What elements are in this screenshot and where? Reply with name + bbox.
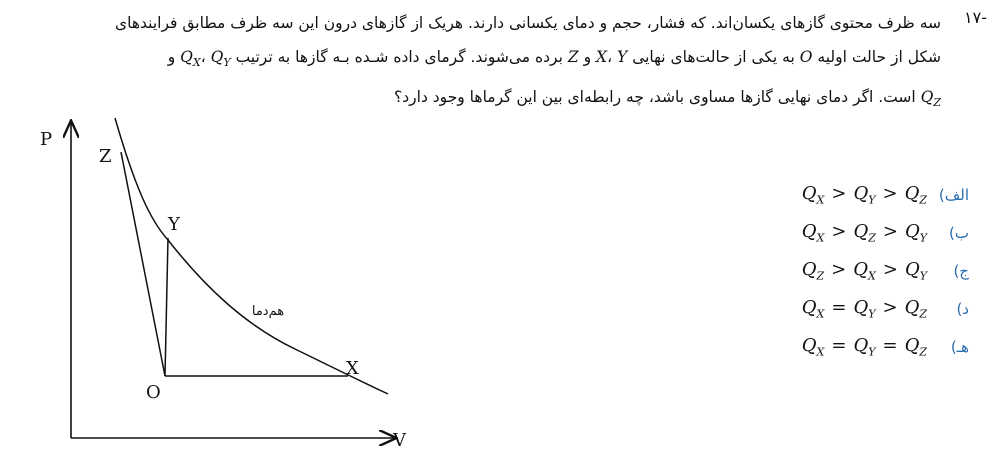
state-y: Y (617, 48, 628, 66)
axis-v-label: V (393, 430, 406, 451)
option-dal[interactable] (802, 290, 969, 328)
heat-qy: $Q_Y$ (210, 48, 231, 70)
state-x: X (596, 48, 608, 66)
question-number: -۱۷ (964, 8, 987, 27)
question-line-1: سه ظرف محتوی گازهای یکسان‌اند. که فشار، حجم و دمای یکسانی دارند. هریک از گازهای درون این سه ظرف مطابق فرایندهای (115, 14, 941, 32)
option-expression: $Q_X > Q_Z > Q_Y$ (801, 221, 927, 245)
heat-qx: $Q_X$ (180, 48, 201, 70)
isotherm-curve (115, 118, 388, 394)
answer-options (802, 176, 969, 366)
question-line-2: شکل از حالت اولیه O به یکی از حالت‌های نهایی X، Y و Z برده می‌شوند. گرمای داده شـده بـه گازها به ترتیب $Q_X،$ $Q_Y$ و (167, 48, 941, 70)
process-o-z (121, 152, 165, 376)
option-letter: هـ) (950, 338, 969, 356)
option-letter: الف) (938, 186, 969, 204)
question-text (36, 6, 941, 120)
option-alef[interactable] (802, 176, 969, 214)
state-o: O (799, 48, 813, 66)
isotherm-label: هم‌دما (251, 304, 285, 319)
state-z: Z (567, 48, 579, 66)
option-expression: $Q_Z > Q_X > Q_Y$ (801, 259, 927, 283)
option-he[interactable] (802, 328, 969, 366)
label-o: O (146, 382, 161, 403)
option-letter: ج) (953, 262, 969, 280)
label-z: Z (99, 146, 112, 167)
label-x: X (346, 358, 359, 379)
option-be[interactable] (802, 214, 969, 252)
option-letter: د) (956, 300, 969, 318)
option-expression: $Q_X = Q_Y > Q_Z$ (801, 297, 927, 321)
label-y: Y (168, 214, 180, 235)
axis-p-label: P (40, 129, 53, 150)
option-jim[interactable] (802, 252, 969, 290)
option-expression: $Q_X = Q_Y = Q_Z$ (801, 335, 927, 359)
pv-diagram (20, 112, 420, 457)
option-expression: $Q_X > Q_Y > Q_Z$ (801, 183, 927, 207)
option-letter: ب) (949, 224, 969, 242)
question-line-3: $Q_Z$ است. اگر دمای نهایی گازها مساوی باشد، چه رابطه‌ای بین این گرماها وجود دارد؟ (394, 88, 941, 110)
heat-qz: $Q_Z$ (920, 88, 941, 110)
process-o-y (165, 238, 168, 376)
